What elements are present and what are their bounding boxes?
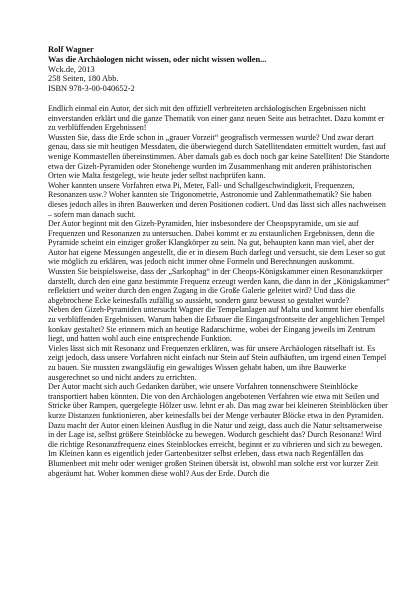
review-paragraph: Der Autor beginnt mit den Gizeh-Pyramiden, hier insbesondere der Cheopspyramide, um sie auf Frequenzen und Resonanzen zu untersuchen. Dabei kommt er zu erstaunlichen Ergebnissen, denn die Pyramide scheint ein einziger großer Klangkörper zu sein. Na gut, behaupten kann man viel, aber der Autor hat eigene Messungen angestellt, die er in diesem Buch darlegt und versucht, sie dem Leser so gut wie möglich zu erklären, was jedoch nicht immer ohne Formeln und Berechnungen auskommt. [48,219,386,267]
review-paragraph: Woher kannten unsere Vorfahren etwa Pi, Meter, Fall- und Schallgeschwindigkeit, Frequenzen, Resonanzen usw.? Woher kannten sie Trigonometrie, Astronomie und Zahlenmathematik? Sie haben dieses jedoch alles in ihren Bauwerken und deren Positionen codiert. Und das lässt sich alles nachweisen – sofern man danach sucht. [48,180,386,219]
review-paragraph: Wussten Sie, dass die Erde schon in „grauer Vorzeit“ geografisch vermessen wurde? Und zwar derart genau, dass sie mit heutigen Messdaten, die überwiegend durch Satellitendaten ermittelt wurden, fast auf wenige Kommastellen übereinstimmen. Aber damals gab es doch noch gar keine Satelliten! Die Standorte etwa der Gizeh-Pyramiden oder Stonehenge wurden im Zusammenhang mit anderen prähistorischen Orten wie Malta festgelegt, wie heute jeder selbst nachprüfen kann. [48,132,390,181]
book-isbn: ISBN 978-3-00-040652-2 [48,84,135,94]
review-paragraph: Endlich einmal ein Autor, der sich mit den offiziell verbreiteten archäologischen Ergebnissen nicht einverstanden erklärt und die ganze Thematik von einer ganz neuen Seite aus betrachtet. Dazu kommt er zu verblüffenden Ergebnissen! [48,103,385,133]
review-paragraph: Wussten Sie beispielsweise, dass der „Sarkophag“ in der Cheops-Königskammer einen Resonanzkörper darstellt, durch den eine ganz bestimmte Frequenz erzeugt werden kann, die dann in der „Königskammer“ reflektiert und weiter durch den engen Zugang in die Große Galerie geleitet wird? Und dass die abgebrochene Ecke keinesfalls zufällig so aussieht, sondern ganz bewusst so gestaltet wurde? [48,267,390,305]
book-title: Was die Archäologen nicht wissen, oder nicht wissen wollen... [48,54,267,64]
review-paragraph: Neben den Gizeh-Pyramiden untersucht Wagner die Tempelanlagen auf Malta und kommt hier ebenfalls zu verblüffenden Ergebnissen. Warum haben die Erbauer die Eingangsfrontseite der angeblichen Tempel konkav gestaltet? Sie erinnern mich an heutige Radarschirme, wobei der Eingang jeweils im Zentrum liegt, und hatten wohl auch eine entsprechende Funktion. [48,305,385,344]
review-body [48,104,390,478]
book-pages: 258 Seiten, 180 Abb. [48,74,119,84]
book-publisher-year: Wck.de, 2013 [48,64,95,74]
book-author: Rolf Wagner [48,45,94,54]
review-paragraph: Vieles lässt sich mit Resonanz und Frequenzen erklären, was für unsere Archäologen rätselhaft ist. Es zeigt jedoch, dass unsere Vorfahren nicht einfach nur Stein auf Stein aufhäuften, um irgend einen Tempel zu bauen. Sie mussten zwangsläufig ein gewaltiges Wissen gehabt haben, um ihre Bauwerke ausgerechnet so und nicht anders zu errichten. [48,343,387,382]
book-header [48,45,390,94]
review-paragraph: Der Autor macht sich auch Gedanken darüber, wie unsere Vorfahren tonnenschwere Steinblöcke transportiert haben könnten. Die von den Archäologen angebotenen Verfahren wie etwa mit Seilen und Stricke über Rampen, quergelegte Hölzer usw. lehnt er ab. Das mag zwar bei kleineren Steinblöcken über kurze Distanzen funktionieren, aber keinesfalls bei der Menge verbauter Blöcke etwa in den Pyramiden. Dazu macht der Autor einen kleinen Ausflug in die Natur und zeigt, dass auch die Natur seltsamerweise in der Lage ist, selbst größere Steinblöcke zu bewegen. Wodurch geschieht das? Durch Resonanz! Wird die richtige Resonanzfrequenz eines Steinblockes erreicht, beginnt er zu vibrieren und sich zu bewegen. Im Kleinen kann es eigentlich jeder Gartenbesitzer selbst erleben, dass etwa nach Regenfällen das Blumenbeet mit mehr oder weniger großen Steinen übersät ist, obwohl man solche erst vor kurzer Zeit abgeräumt hat. Woher kommen diese wohl? Aus der Erde. Durch die [48,382,388,478]
